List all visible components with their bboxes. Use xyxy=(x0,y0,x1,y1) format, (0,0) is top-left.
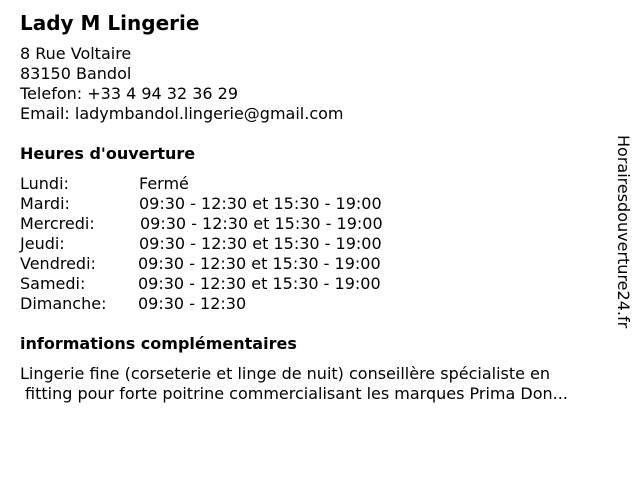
description-line: Lingerie fine (corseterie et linge de nuit) conseillère spécialiste en xyxy=(20,364,551,383)
hours-heading: Heures d'ouverture xyxy=(20,144,196,163)
hours-time: 09:30 - 12:30 et 15:30 - 19:00 xyxy=(138,274,381,293)
hours-day: Jeudi: xyxy=(20,234,65,253)
description-line: fitting pour forte poitrine commercialisant les marques Prima Don... xyxy=(25,384,568,403)
hours-time: 09:30 - 12:30 et 15:30 - 19:00 xyxy=(140,214,383,233)
hours-day: Lundi: xyxy=(20,174,69,193)
hours-time: 09:30 - 12:30 et 15:30 - 19:00 xyxy=(138,254,381,273)
phone-number: Telefon: +33 4 94 32 36 29 xyxy=(20,84,239,103)
hours-time: 09:30 - 12:30 et 15:30 - 19:00 xyxy=(139,234,382,253)
hours-time: 09:30 - 12:30 xyxy=(138,294,247,313)
email-address: Email: ladymbandol.lingerie@gmail.com xyxy=(20,104,344,123)
business-contact xyxy=(20,44,344,124)
business-description xyxy=(20,364,620,404)
site-watermark: Horairesdouverture24.fr xyxy=(614,135,633,329)
business-name: Lady M Lingerie xyxy=(20,11,200,35)
hours-day: Mercredi: xyxy=(20,214,95,233)
hours-day: Samedi: xyxy=(20,274,86,293)
hours-day: Mardi: xyxy=(20,194,70,213)
hours-time: 09:30 - 12:30 et 15:30 - 19:00 xyxy=(139,194,382,213)
info-heading: informations complémentaires xyxy=(20,334,297,353)
hours-day: Dimanche: xyxy=(20,294,107,313)
hours-time: Fermé xyxy=(139,174,189,193)
city-address: 83150 Bandol xyxy=(20,64,132,83)
hours-day: Vendredi: xyxy=(20,254,96,273)
street-address: 8 Rue Voltaire xyxy=(20,44,132,63)
